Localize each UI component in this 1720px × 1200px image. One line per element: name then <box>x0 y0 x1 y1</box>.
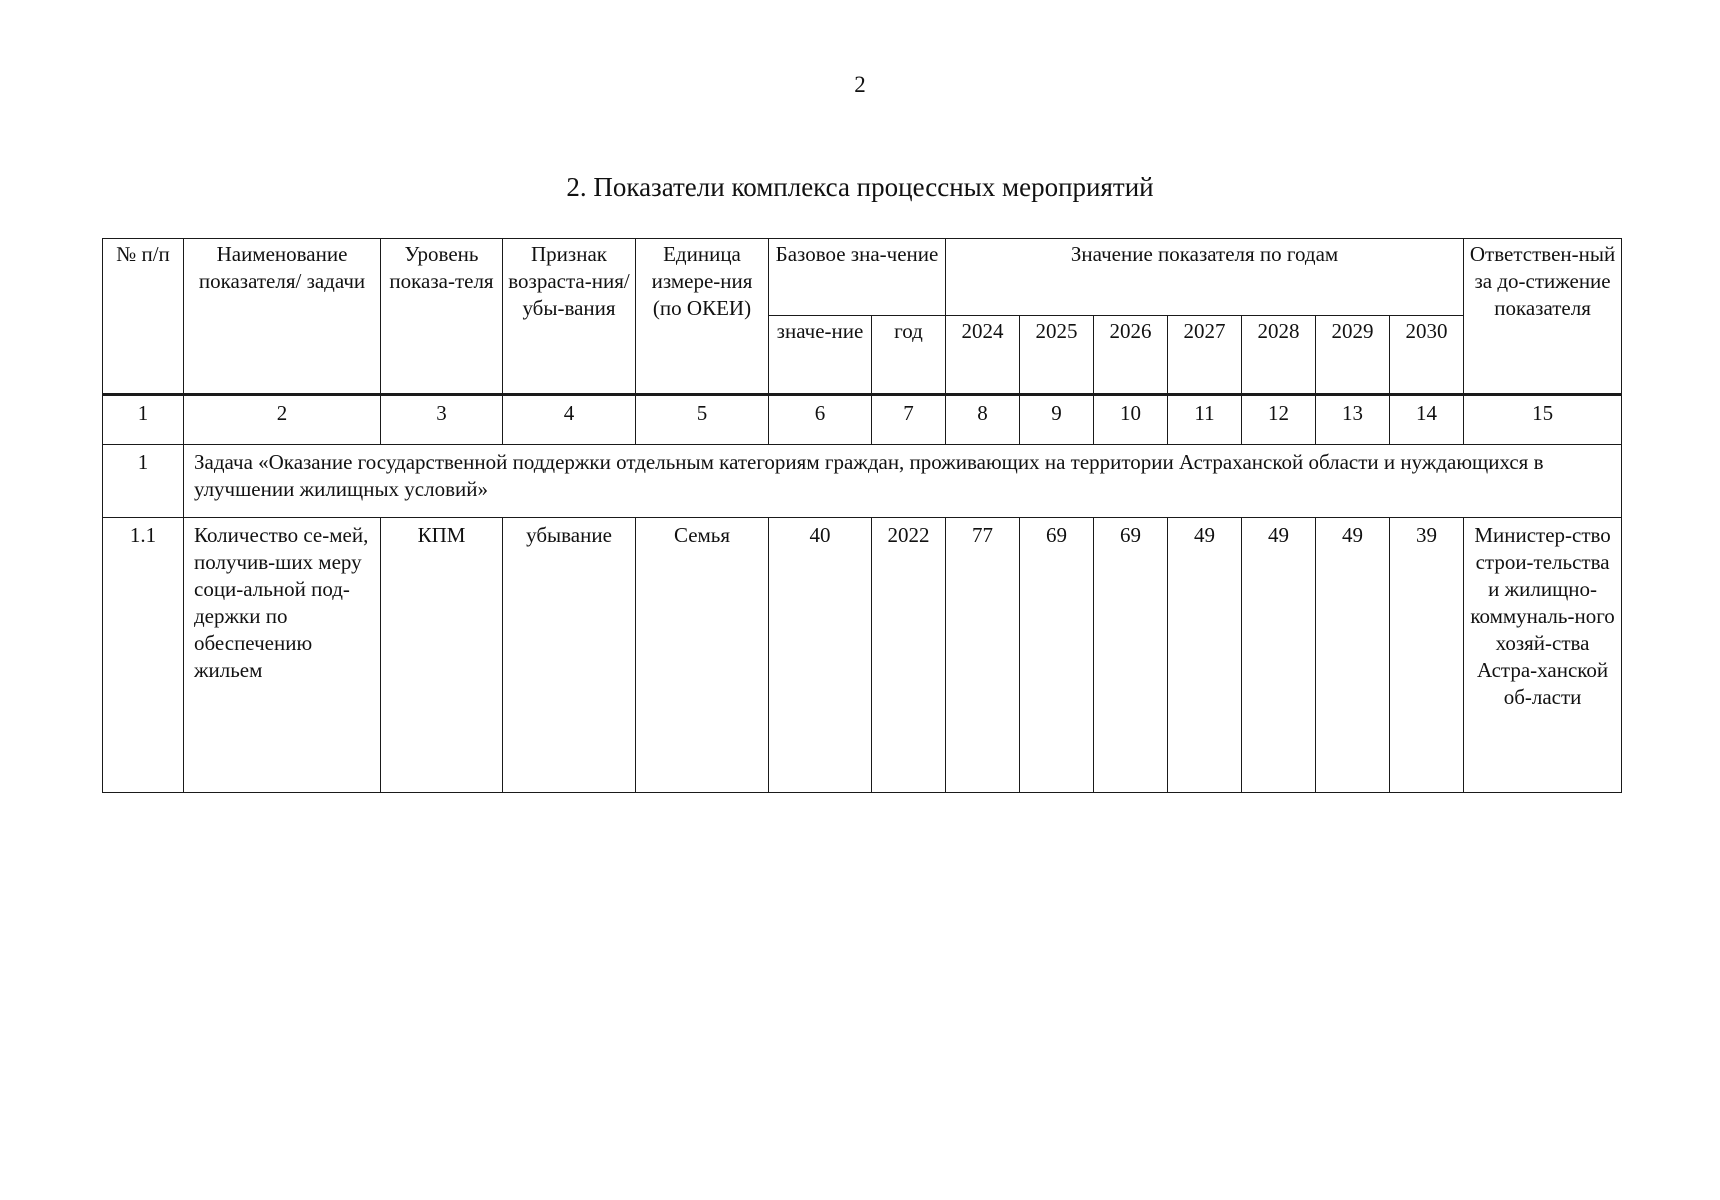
header-name: Наименование показателя/ задачи <box>184 239 381 395</box>
page-number: 2 <box>854 72 866 97</box>
column-number: 12 <box>1242 395 1316 445</box>
year-value: 49 <box>1316 518 1390 793</box>
year-value: 49 <box>1168 518 1242 793</box>
header-num: № п/п <box>103 239 184 395</box>
year-value: 69 <box>1020 518 1094 793</box>
year-value: 69 <box>1094 518 1168 793</box>
column-number: 10 <box>1094 395 1168 445</box>
column-number: 8 <box>946 395 1020 445</box>
section-title: 2. Показатели комплекса процессных мероприятий <box>566 172 1154 202</box>
column-number-row <box>103 395 1622 445</box>
header-base-value: значе-ние <box>769 316 872 395</box>
column-number: 5 <box>636 395 769 445</box>
header-level: Уровень показа-теля <box>381 239 503 395</box>
header-year: 2026 <box>1094 316 1168 395</box>
header-year: 2029 <box>1316 316 1390 395</box>
task-number: 1 <box>103 445 184 518</box>
column-number: 4 <box>503 395 636 445</box>
task-row <box>103 445 1622 518</box>
header-base: Базовое зна-чение <box>769 239 946 316</box>
year-value: 39 <box>1390 518 1464 793</box>
column-number: 3 <box>381 395 503 445</box>
header-years-group: Значение показателя по годам <box>946 239 1464 316</box>
year-value: 49 <box>1242 518 1316 793</box>
indicator-name: Количество се-мей, получив-ших меру соци-альной под-держки по обеспечению жильем <box>184 518 381 793</box>
indicator-unit: Семья <box>636 518 769 793</box>
indicators-table <box>102 238 1622 793</box>
header-unit: Единица измере-ния (по ОКЕИ) <box>636 239 769 395</box>
task-text: Задача «Оказание государственной поддержки отдельным категориям граждан, проживающих на территории Астраханской области и нуждающихся в улучшении жилищных условий» <box>184 445 1622 518</box>
column-number: 15 <box>1464 395 1622 445</box>
indicator-trend: убывание <box>503 518 636 793</box>
column-number: 11 <box>1168 395 1242 445</box>
column-number: 1 <box>103 395 184 445</box>
header-responsible: Ответствен-ный за до-стижение показателя <box>1464 239 1622 395</box>
column-number: 13 <box>1316 395 1390 445</box>
base-value: 40 <box>769 518 872 793</box>
header-year: 2028 <box>1242 316 1316 395</box>
responsible-body: Министер-ство строи-тельства и жилищно-коммуналь-ного хозяй-ства Астра-ханской об-ласти <box>1464 518 1622 793</box>
column-number: 7 <box>872 395 946 445</box>
header-year: 2030 <box>1390 316 1464 395</box>
column-number: 2 <box>184 395 381 445</box>
header-base-year: год <box>872 316 946 395</box>
header-trend: Признак возраста-ния/убы-вания <box>503 239 636 395</box>
column-number: 9 <box>1020 395 1094 445</box>
base-year: 2022 <box>872 518 946 793</box>
row-number: 1.1 <box>103 518 184 793</box>
year-value: 77 <box>946 518 1020 793</box>
column-number: 6 <box>769 395 872 445</box>
header-year: 2027 <box>1168 316 1242 395</box>
header-year: 2025 <box>1020 316 1094 395</box>
column-number: 14 <box>1390 395 1464 445</box>
indicator-level: КПМ <box>381 518 503 793</box>
table-row <box>103 518 1622 793</box>
header-row-top <box>103 239 1622 316</box>
header-year: 2024 <box>946 316 1020 395</box>
